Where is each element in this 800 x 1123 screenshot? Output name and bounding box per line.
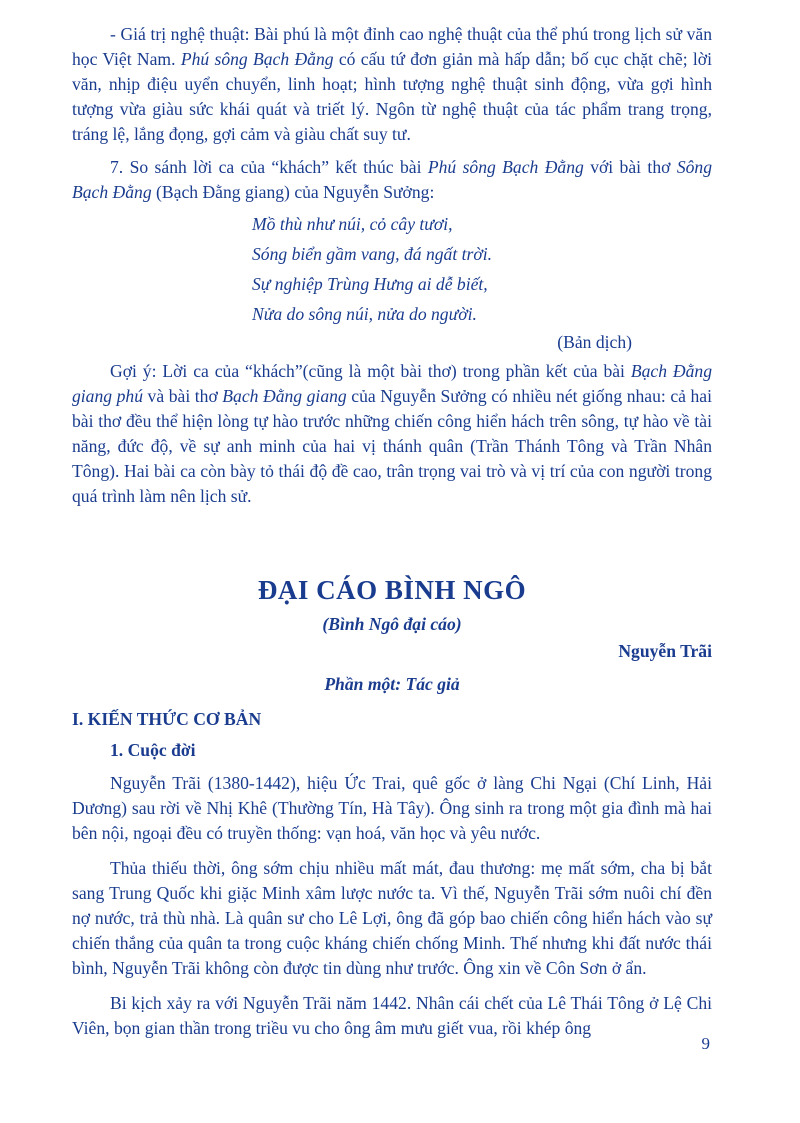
page-content — [72, 22, 712, 1041]
poem-line: Sóng biển gầm vang, đá ngất trời. — [252, 244, 493, 264]
body-paragraph: Nguyễn Trãi (1380-1442), hiệu Ức Trai, quê gốc ở làng Chi Ngại (Chí Linh, Hải Dương) sau rời về Nhị Khê (Thường Tín, Hà Tây). Ông sinh ra trong một gia đình mà hai bên nội, ngoại đều có truyền thống: vạn hoá, văn học và yêu nước. — [72, 773, 712, 843]
section-heading: I. KIẾN THỨC CƠ BẢN — [72, 709, 262, 729]
page-number: 9 — [701, 1034, 710, 1053]
poem-line: Mồ thù như núi, cỏ cây tươi, — [252, 214, 453, 234]
work-title: ĐẠI CÁO BÌNH NGÔ — [257, 575, 527, 605]
question-7: 7. So sánh lời ca của “khách” kết thúc bài Phú sông Bạch Đằng với bài thơ Sông Bạch Đằng (Bạch Đằng giang) của Nguyễn Sưởng: — [72, 157, 712, 202]
subsection-heading: 1. Cuộc đời — [110, 740, 196, 760]
work-subtitle: (Bình Ngô đại cáo) — [322, 614, 462, 634]
poem — [252, 209, 712, 329]
poem-line: Nửa do sông núi, nửa do người. — [252, 304, 477, 324]
work-title-italic: Phú sông Bạch Đằng — [180, 49, 334, 69]
poem-line: Sự nghiệp Trùng Hưng ai dễ biết, — [252, 274, 488, 294]
art-value-paragraph: - Giá trị nghệ thuật: Bài phú là một đỉnh cao nghệ thuật của thể phú trong lịch sử văn học Việt Nam. Phú sông Bạch Đằng có cấu tứ đơn giản mà hấp dẫn; bố cục chặt chẽ; lời văn, nhịp điệu uyển chuyển, linh hoạt; hình tượng nghệ thuật sinh động, vừa gợi hình tượng vừa giàu sức khái quát và triết lý. Ngôn từ nghệ thuật của tác phẩm trang trọng, tráng lệ, lắng đọng, gợi cảm và giàu chất suy tư. — [72, 24, 713, 144]
art-value-label: - Giá trị nghệ thuật: — [110, 24, 250, 44]
body-paragraph: Thủa thiếu thời, ông sớm chịu nhiều mất mát, đau thương: mẹ mất sớm, cha bị bắt sang Trung Quốc khi giặc Minh xâm lược nước ta. Vì thế, Nguyễn Trãi sớm nuôi chí đền nợ nước, trả thù nhà. Là quân sư cho Lê Lợi, ông đã góp bao chiến công hiển hách vào sự chiến thắng của quân ta trong cuộc kháng chiến chống Minh. Thế nhưng khi đất nước thái bình, Nguyễn Trãi không còn được tin dùng như trước. Ông xin về Côn Sơn ở ẩn. — [72, 858, 712, 978]
author-name: Nguyễn Trãi — [618, 641, 712, 661]
body-paragraph: Bi kịch xảy ra với Nguyễn Trãi năm 1442. Nhân cái chết của Lê Thái Tông ở Lệ Chi Viên, bọn gian thần trong triều vu cho ông âm mưu giết vua, rồi khép ông — [72, 993, 712, 1038]
part-heading: Phần một: Tác giả — [324, 674, 460, 694]
hint-paragraph: Gợi ý: Lời ca của “khách”(cũng là một bài thơ) trong phần kết của bài Bạch Đằng giang phú và bài thơ Bạch Đằng giang của Nguyễn Sưởng có nhiều nét giống nhau: cả hai bài thơ đều thể hiện lòng tự hào trước những chiến công hiển hách trên sông, tự hào về tài năng, đức độ, về sự anh minh của hai vị thánh quân (Trần Thánh Tông và Trần Nhân Tông). Hai bài ca còn bày tỏ thái độ đề cao, trân trọng vai trò và vị trí của con người trong quá trình làm nên lịch sử. — [72, 361, 712, 506]
poem-translation-note: (Bản dịch) — [557, 332, 632, 352]
